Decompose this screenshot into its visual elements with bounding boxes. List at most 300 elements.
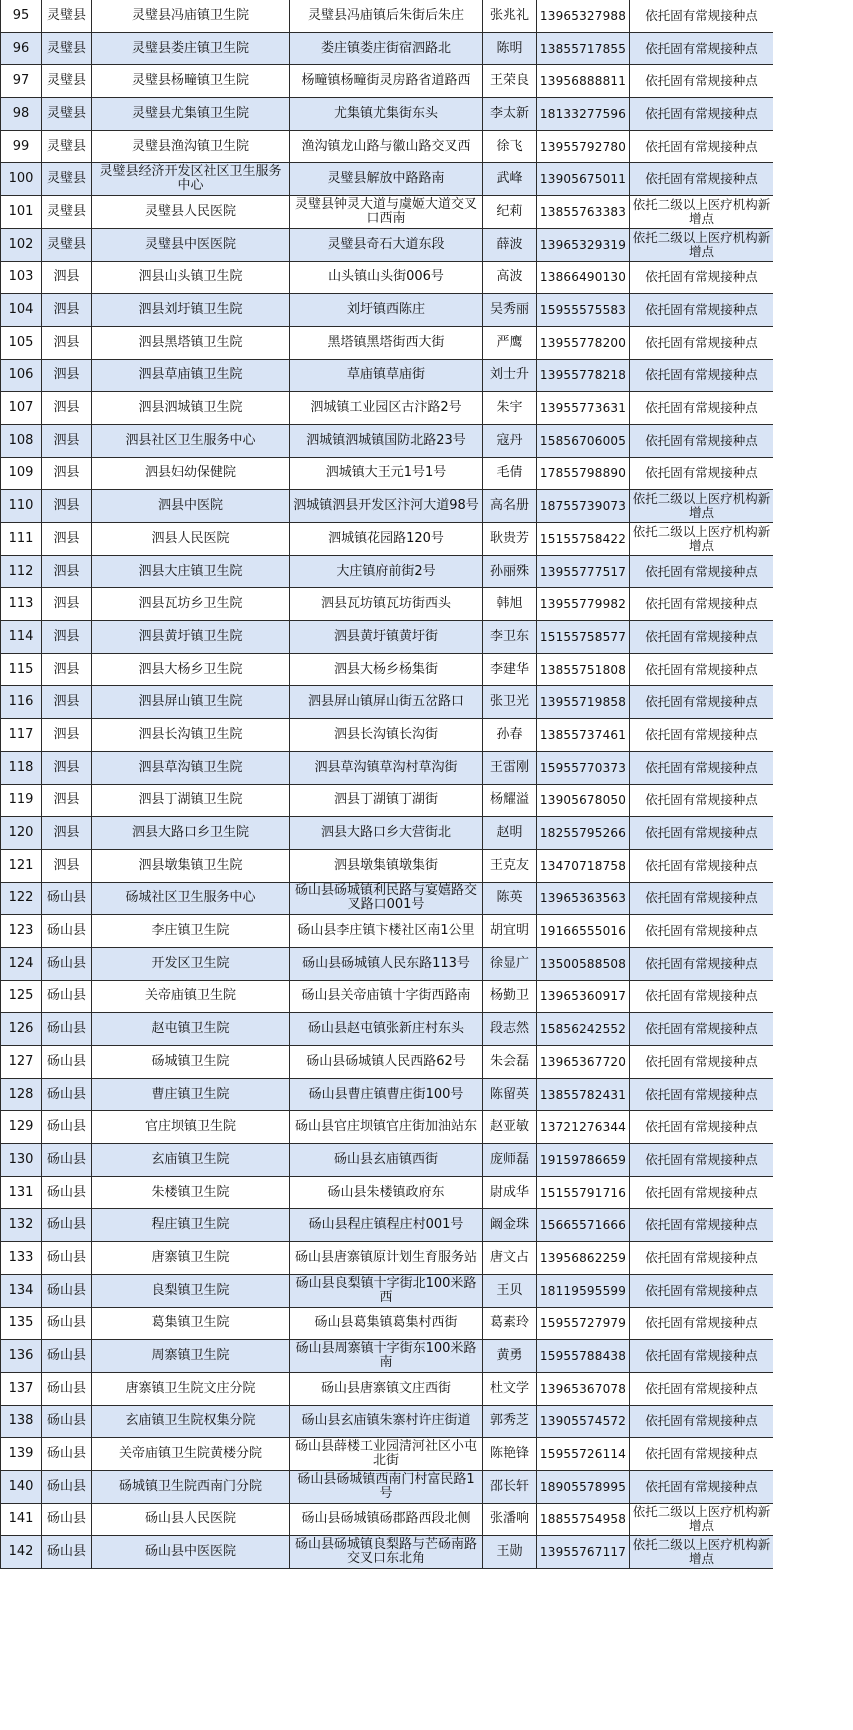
site-type: 依托固有常规接种点 xyxy=(630,1144,774,1177)
table-row xyxy=(1,719,774,752)
site-address: 杨疃镇杨疃街灵房路省道路西 xyxy=(290,65,483,98)
contact-person: 朱宇 xyxy=(483,392,537,425)
row-number: 131 xyxy=(1,1176,42,1209)
county-name: 灵璧县 xyxy=(42,228,92,261)
contact-person: 朱会磊 xyxy=(483,1046,537,1079)
table-row xyxy=(1,261,774,294)
row-number: 125 xyxy=(1,980,42,1013)
county-name: 泗县 xyxy=(42,523,92,556)
site-type: 依托固有常规接种点 xyxy=(630,1176,774,1209)
county-name: 砀山县 xyxy=(42,980,92,1013)
contact-person: 刘士升 xyxy=(483,359,537,392)
row-number: 123 xyxy=(1,915,42,948)
county-name: 砀山县 xyxy=(42,1274,92,1307)
contact-person: 赵亚敏 xyxy=(483,1111,537,1144)
contact-person: 张兆礼 xyxy=(483,0,537,32)
contact-phone: 13965360917 xyxy=(537,980,630,1013)
county-name: 砀山县 xyxy=(42,1209,92,1242)
county-name: 砀山县 xyxy=(42,882,92,915)
contact-phone: 15665571666 xyxy=(537,1209,630,1242)
county-name: 泗县 xyxy=(42,817,92,850)
site-name: 砀城镇卫生院西南门分院 xyxy=(92,1470,290,1503)
site-address: 砀山县曹庄镇曹庄街100号 xyxy=(290,1078,483,1111)
contact-phone: 15155758422 xyxy=(537,523,630,556)
table-row xyxy=(1,32,774,65)
site-address: 刘圩镇西陈庄 xyxy=(290,294,483,327)
county-name: 砀山县 xyxy=(42,1176,92,1209)
table-row xyxy=(1,523,774,556)
table-row xyxy=(1,980,774,1013)
contact-phone: 13955777517 xyxy=(537,555,630,588)
site-name: 灵璧县经济开发区社区卫生服务中心 xyxy=(92,163,290,196)
table-row xyxy=(1,1209,774,1242)
table-body xyxy=(1,0,774,1569)
site-name: 泗县泗城镇卫生院 xyxy=(92,392,290,425)
contact-person: 李卫东 xyxy=(483,621,537,654)
contact-person: 寇丹 xyxy=(483,424,537,457)
contact-person: 高波 xyxy=(483,261,537,294)
contact-person: 徐显广 xyxy=(483,947,537,980)
row-number: 136 xyxy=(1,1340,42,1373)
site-type: 依托固有常规接种点 xyxy=(630,130,774,163)
county-name: 泗县 xyxy=(42,326,92,359)
row-number: 103 xyxy=(1,261,42,294)
site-address: 泗县屏山镇屏山街五岔路口 xyxy=(290,686,483,719)
county-name: 泗县 xyxy=(42,588,92,621)
contact-phone: 13965327988 xyxy=(537,0,630,32)
contact-phone: 18905578995 xyxy=(537,1470,630,1503)
site-type: 依托固有常规接种点 xyxy=(630,882,774,915)
table-row xyxy=(1,555,774,588)
row-number: 110 xyxy=(1,490,42,523)
row-number: 109 xyxy=(1,457,42,490)
site-address: 灵璧县钟灵大道与虞姬大道交叉口西南 xyxy=(290,196,483,229)
row-number: 112 xyxy=(1,555,42,588)
row-number: 127 xyxy=(1,1046,42,1079)
county-name: 砀山县 xyxy=(42,1046,92,1079)
site-type: 依托固有常规接种点 xyxy=(630,1078,774,1111)
contact-person: 毛倩 xyxy=(483,457,537,490)
contact-person: 王克友 xyxy=(483,849,537,882)
site-name: 灵璧县冯庙镇卫生院 xyxy=(92,0,290,32)
site-address: 砀山县葛集镇葛集村西街 xyxy=(290,1307,483,1340)
site-name: 朱楼镇卫生院 xyxy=(92,1176,290,1209)
contact-person: 黄勇 xyxy=(483,1340,537,1373)
site-address: 砀山县朱楼镇政府东 xyxy=(290,1176,483,1209)
county-name: 泗县 xyxy=(42,686,92,719)
site-name: 灵璧县娄庄镇卫生院 xyxy=(92,32,290,65)
table-row xyxy=(1,130,774,163)
row-number: 113 xyxy=(1,588,42,621)
site-type: 依托固有常规接种点 xyxy=(630,1046,774,1079)
site-name: 唐寨镇卫生院文庄分院 xyxy=(92,1372,290,1405)
table-row xyxy=(1,1046,774,1079)
site-type: 依托固有常规接种点 xyxy=(630,424,774,457)
county-name: 砀山县 xyxy=(42,1536,92,1569)
row-number: 119 xyxy=(1,784,42,817)
contact-phone: 19166555016 xyxy=(537,915,630,948)
site-name: 灵璧县人民医院 xyxy=(92,196,290,229)
site-address: 山头镇山头街006号 xyxy=(290,261,483,294)
site-name: 砀城镇卫生院 xyxy=(92,1046,290,1079)
table-row xyxy=(1,849,774,882)
site-address: 砀山县李庄镇卞楼社区南1公里 xyxy=(290,915,483,948)
county-name: 泗县 xyxy=(42,359,92,392)
site-address: 泗县黄圩镇黄圩街 xyxy=(290,621,483,654)
site-type: 依托固有常规接种点 xyxy=(630,947,774,980)
site-address: 砀山县薛楼工业园清河社区小屯北街 xyxy=(290,1438,483,1471)
site-name: 程庄镇卫生院 xyxy=(92,1209,290,1242)
table-row xyxy=(1,653,774,686)
contact-person: 高名册 xyxy=(483,490,537,523)
site-type: 依托固有常规接种点 xyxy=(630,751,774,784)
site-name: 砀城社区卫生服务中心 xyxy=(92,882,290,915)
contact-person: 杨耀溢 xyxy=(483,784,537,817)
site-address: 泗县丁湖镇丁湖街 xyxy=(290,784,483,817)
county-name: 砀山县 xyxy=(42,1078,92,1111)
county-name: 砀山县 xyxy=(42,1340,92,1373)
county-name: 泗县 xyxy=(42,457,92,490)
contact-phone: 15955770373 xyxy=(537,751,630,784)
site-name: 泗县黑塔镇卫生院 xyxy=(92,326,290,359)
table-row xyxy=(1,392,774,425)
site-name: 泗县人民医院 xyxy=(92,523,290,556)
contact-phone: 18119595599 xyxy=(537,1274,630,1307)
site-type: 依托固有常规接种点 xyxy=(630,915,774,948)
table-row xyxy=(1,196,774,229)
site-type: 依托固有常规接种点 xyxy=(630,392,774,425)
table-row xyxy=(1,882,774,915)
site-address: 砀山县程庄镇程庄村001号 xyxy=(290,1209,483,1242)
site-type: 依托固有常规接种点 xyxy=(630,621,774,654)
contact-person: 段志然 xyxy=(483,1013,537,1046)
county-name: 泗县 xyxy=(42,849,92,882)
site-type: 依托二级以上医疗机构新增点 xyxy=(630,228,774,261)
site-address: 砀山县周寨镇十字街东100米路南 xyxy=(290,1340,483,1373)
county-name: 砀山县 xyxy=(42,1144,92,1177)
row-number: 142 xyxy=(1,1536,42,1569)
site-name: 泗县墩集镇卫生院 xyxy=(92,849,290,882)
contact-person: 严鹰 xyxy=(483,326,537,359)
row-number: 122 xyxy=(1,882,42,915)
county-name: 砀山县 xyxy=(42,1405,92,1438)
county-name: 砀山县 xyxy=(42,1503,92,1536)
site-name: 泗县山头镇卫生院 xyxy=(92,261,290,294)
table-row xyxy=(1,163,774,196)
site-name: 葛集镇卫生院 xyxy=(92,1307,290,1340)
contact-phone: 13955792780 xyxy=(537,130,630,163)
contact-phone: 13470718758 xyxy=(537,849,630,882)
site-name: 泗县中医院 xyxy=(92,490,290,523)
site-address: 砀山县唐寨镇文庄西街 xyxy=(290,1372,483,1405)
site-address: 泗县长沟镇长沟街 xyxy=(290,719,483,752)
contact-phone: 13855717855 xyxy=(537,32,630,65)
county-name: 泗县 xyxy=(42,294,92,327)
site-address: 草庙镇草庙街 xyxy=(290,359,483,392)
row-number: 99 xyxy=(1,130,42,163)
site-type: 依托固有常规接种点 xyxy=(630,1405,774,1438)
site-type: 依托固有常规接种点 xyxy=(630,326,774,359)
table-row xyxy=(1,1470,774,1503)
contact-phone: 13500588508 xyxy=(537,947,630,980)
table-row xyxy=(1,1176,774,1209)
county-name: 灵璧县 xyxy=(42,98,92,131)
row-number: 133 xyxy=(1,1242,42,1275)
site-address: 渔沟镇龙山路与徽山路交叉西 xyxy=(290,130,483,163)
site-type: 依托固有常规接种点 xyxy=(630,98,774,131)
county-name: 砀山县 xyxy=(42,1470,92,1503)
contact-person: 陈留英 xyxy=(483,1078,537,1111)
site-name: 泗县妇幼保健院 xyxy=(92,457,290,490)
site-address: 娄庄镇娄庄街宿泗路北 xyxy=(290,32,483,65)
contact-phone: 13955778218 xyxy=(537,359,630,392)
site-name: 泗县社区卫生服务中心 xyxy=(92,424,290,457)
site-type: 依托固有常规接种点 xyxy=(630,980,774,1013)
contact-phone: 15955575583 xyxy=(537,294,630,327)
contact-phone: 13955773631 xyxy=(537,392,630,425)
site-type: 依托固有常规接种点 xyxy=(630,1307,774,1340)
table-row xyxy=(1,1438,774,1471)
site-type: 依托固有常规接种点 xyxy=(630,32,774,65)
table-row xyxy=(1,817,774,850)
row-number: 118 xyxy=(1,751,42,784)
contact-phone: 15856242552 xyxy=(537,1013,630,1046)
site-address: 砀山县砀城镇良梨路与芒砀南路交叉口东北角 xyxy=(290,1536,483,1569)
table-row xyxy=(1,294,774,327)
contact-phone: 13905574572 xyxy=(537,1405,630,1438)
county-name: 灵璧县 xyxy=(42,130,92,163)
site-name: 周寨镇卫生院 xyxy=(92,1340,290,1373)
site-name: 灵璧县杨疃镇卫生院 xyxy=(92,65,290,98)
contact-person: 尉成华 xyxy=(483,1176,537,1209)
site-name: 良梨镇卫生院 xyxy=(92,1274,290,1307)
table-row xyxy=(1,621,774,654)
site-address: 泗城镇泗城镇国防北路23号 xyxy=(290,424,483,457)
site-type: 依托固有常规接种点 xyxy=(630,817,774,850)
contact-phone: 13866490130 xyxy=(537,261,630,294)
contact-person: 杜文学 xyxy=(483,1372,537,1405)
contact-person: 唐文占 xyxy=(483,1242,537,1275)
site-name: 玄庙镇卫生院 xyxy=(92,1144,290,1177)
site-name: 关帝庙镇卫生院黄楼分院 xyxy=(92,1438,290,1471)
site-type: 依托固有常规接种点 xyxy=(630,849,774,882)
site-name: 泗县草沟镇卫生院 xyxy=(92,751,290,784)
row-number: 102 xyxy=(1,228,42,261)
table-row xyxy=(1,1307,774,1340)
contact-person: 庞师磊 xyxy=(483,1144,537,1177)
table-row xyxy=(1,65,774,98)
table-row xyxy=(1,424,774,457)
site-type: 依托固有常规接种点 xyxy=(630,359,774,392)
county-name: 泗县 xyxy=(42,621,92,654)
table-row xyxy=(1,457,774,490)
table-row xyxy=(1,1274,774,1307)
row-number: 100 xyxy=(1,163,42,196)
site-type: 依托固有常规接种点 xyxy=(630,1340,774,1373)
site-type: 依托固有常规接种点 xyxy=(630,1372,774,1405)
contact-person: 徐飞 xyxy=(483,130,537,163)
row-number: 121 xyxy=(1,849,42,882)
site-name: 泗县屏山镇卫生院 xyxy=(92,686,290,719)
county-name: 泗县 xyxy=(42,751,92,784)
county-name: 泗县 xyxy=(42,392,92,425)
contact-person: 陈明 xyxy=(483,32,537,65)
contact-phone: 13955767117 xyxy=(537,1536,630,1569)
contact-person: 张卫光 xyxy=(483,686,537,719)
row-number: 126 xyxy=(1,1013,42,1046)
contact-phone: 13855737461 xyxy=(537,719,630,752)
contact-person: 赵明 xyxy=(483,817,537,850)
contact-person: 葛素玲 xyxy=(483,1307,537,1340)
site-address: 砀山县砀城镇西南门村富民路1号 xyxy=(290,1470,483,1503)
table-row xyxy=(1,359,774,392)
site-address: 砀山县砀城镇砀郡路西段北侧 xyxy=(290,1503,483,1536)
site-name: 灵璧县中医医院 xyxy=(92,228,290,261)
table-row xyxy=(1,915,774,948)
site-name: 李庄镇卫生院 xyxy=(92,915,290,948)
site-address: 砀山县砀城镇利民路与宴嬉路交叉路口001号 xyxy=(290,882,483,915)
contact-phone: 15955727979 xyxy=(537,1307,630,1340)
table-row xyxy=(1,1144,774,1177)
county-name: 泗县 xyxy=(42,490,92,523)
row-number: 129 xyxy=(1,1111,42,1144)
table-row xyxy=(1,0,774,32)
contact-phone: 13855782431 xyxy=(537,1078,630,1111)
row-number: 135 xyxy=(1,1307,42,1340)
site-type: 依托固有常规接种点 xyxy=(630,1242,774,1275)
site-type: 依托固有常规接种点 xyxy=(630,163,774,196)
contact-phone: 13965367720 xyxy=(537,1046,630,1079)
contact-phone: 17855798890 xyxy=(537,457,630,490)
contact-person: 郭秀芝 xyxy=(483,1405,537,1438)
row-number: 132 xyxy=(1,1209,42,1242)
table-row xyxy=(1,1013,774,1046)
contact-phone: 18855754958 xyxy=(537,1503,630,1536)
contact-person: 韩旭 xyxy=(483,588,537,621)
contact-person: 纪莉 xyxy=(483,196,537,229)
site-address: 砀山县关帝庙镇十字街西路南 xyxy=(290,980,483,1013)
site-name: 泗县丁湖镇卫生院 xyxy=(92,784,290,817)
site-address: 砀山县砀城镇人民西路62号 xyxy=(290,1046,483,1079)
site-name: 泗县黄圩镇卫生院 xyxy=(92,621,290,654)
county-name: 灵璧县 xyxy=(42,163,92,196)
contact-person: 王贝 xyxy=(483,1274,537,1307)
county-name: 砀山县 xyxy=(42,1013,92,1046)
contact-person: 李建华 xyxy=(483,653,537,686)
site-address: 砀山县玄庙镇朱寨村许庄街道 xyxy=(290,1405,483,1438)
row-number: 130 xyxy=(1,1144,42,1177)
site-address: 泗城镇泗县开发区汴河大道98号 xyxy=(290,490,483,523)
row-number: 107 xyxy=(1,392,42,425)
row-number: 114 xyxy=(1,621,42,654)
row-number: 141 xyxy=(1,1503,42,1536)
contact-person: 张潘响 xyxy=(483,1503,537,1536)
site-type: 依托二级以上医疗机构新增点 xyxy=(630,1503,774,1536)
contact-phone: 19159786659 xyxy=(537,1144,630,1177)
contact-person: 胡宜明 xyxy=(483,915,537,948)
site-type: 依托固有常规接种点 xyxy=(630,1209,774,1242)
row-number: 95 xyxy=(1,0,42,32)
site-address: 砀山县玄庙镇西街 xyxy=(290,1144,483,1177)
site-name: 灵璧县渔沟镇卫生院 xyxy=(92,130,290,163)
row-number: 139 xyxy=(1,1438,42,1471)
county-name: 砀山县 xyxy=(42,1372,92,1405)
row-number: 134 xyxy=(1,1274,42,1307)
row-number: 117 xyxy=(1,719,42,752)
site-type: 依托固有常规接种点 xyxy=(630,294,774,327)
row-number: 111 xyxy=(1,523,42,556)
site-address: 泗城镇大王元1号1号 xyxy=(290,457,483,490)
site-type: 依托固有常规接种点 xyxy=(630,65,774,98)
table-row xyxy=(1,1372,774,1405)
site-address: 黑塔镇黑塔街西大街 xyxy=(290,326,483,359)
contact-phone: 13965367078 xyxy=(537,1372,630,1405)
row-number: 116 xyxy=(1,686,42,719)
site-type: 依托二级以上医疗机构新增点 xyxy=(630,523,774,556)
table-row xyxy=(1,1340,774,1373)
contact-phone: 15955726114 xyxy=(537,1438,630,1471)
site-address: 泗县大杨乡杨集街 xyxy=(290,653,483,686)
contact-person: 杨勤卫 xyxy=(483,980,537,1013)
site-address: 泗县大路口乡大营街北 xyxy=(290,817,483,850)
table-row xyxy=(1,947,774,980)
county-name: 砀山县 xyxy=(42,1111,92,1144)
site-address: 灵璧县解放中路路南 xyxy=(290,163,483,196)
site-address: 砀山县砀城镇人民东路113号 xyxy=(290,947,483,980)
table-row xyxy=(1,588,774,621)
site-name: 泗县草庙镇卫生院 xyxy=(92,359,290,392)
site-name: 砀山县人民医院 xyxy=(92,1503,290,1536)
site-type: 依托固有常规接种点 xyxy=(630,457,774,490)
table-row xyxy=(1,1242,774,1275)
contact-phone: 13965363563 xyxy=(537,882,630,915)
site-name: 泗县刘圩镇卫生院 xyxy=(92,294,290,327)
row-number: 98 xyxy=(1,98,42,131)
county-name: 泗县 xyxy=(42,555,92,588)
county-name: 灵璧县 xyxy=(42,196,92,229)
contact-person: 王勋 xyxy=(483,1536,537,1569)
site-address: 砀山县良梨镇十字街北100米路西 xyxy=(290,1274,483,1307)
site-type: 依托固有常规接种点 xyxy=(630,1013,774,1046)
site-name: 唐寨镇卫生院 xyxy=(92,1242,290,1275)
contact-phone: 15155791716 xyxy=(537,1176,630,1209)
site-name: 泗县大庄镇卫生院 xyxy=(92,555,290,588)
site-address: 泗县瓦坊镇瓦坊街西头 xyxy=(290,588,483,621)
row-number: 137 xyxy=(1,1372,42,1405)
site-type: 依托二级以上医疗机构新增点 xyxy=(630,490,774,523)
site-type: 依托二级以上医疗机构新增点 xyxy=(630,196,774,229)
site-address: 砀山县官庄坝镇官庄街加油站东 xyxy=(290,1111,483,1144)
county-name: 砀山县 xyxy=(42,947,92,980)
site-address: 泗城镇花园路120号 xyxy=(290,523,483,556)
site-name: 关帝庙镇卫生院 xyxy=(92,980,290,1013)
row-number: 96 xyxy=(1,32,42,65)
contact-phone: 13905675011 xyxy=(537,163,630,196)
county-name: 灵璧县 xyxy=(42,0,92,32)
contact-person: 王荣良 xyxy=(483,65,537,98)
site-address: 砀山县唐寨镇原计划生育服务站 xyxy=(290,1242,483,1275)
contact-person: 李太新 xyxy=(483,98,537,131)
site-name: 官庄坝镇卫生院 xyxy=(92,1111,290,1144)
row-number: 97 xyxy=(1,65,42,98)
contact-person: 阚金珠 xyxy=(483,1209,537,1242)
contact-person: 耿贵芳 xyxy=(483,523,537,556)
row-number: 140 xyxy=(1,1470,42,1503)
row-number: 108 xyxy=(1,424,42,457)
site-type: 依托固有常规接种点 xyxy=(630,555,774,588)
site-type: 依托固有常规接种点 xyxy=(630,261,774,294)
site-name: 曹庄镇卫生院 xyxy=(92,1078,290,1111)
